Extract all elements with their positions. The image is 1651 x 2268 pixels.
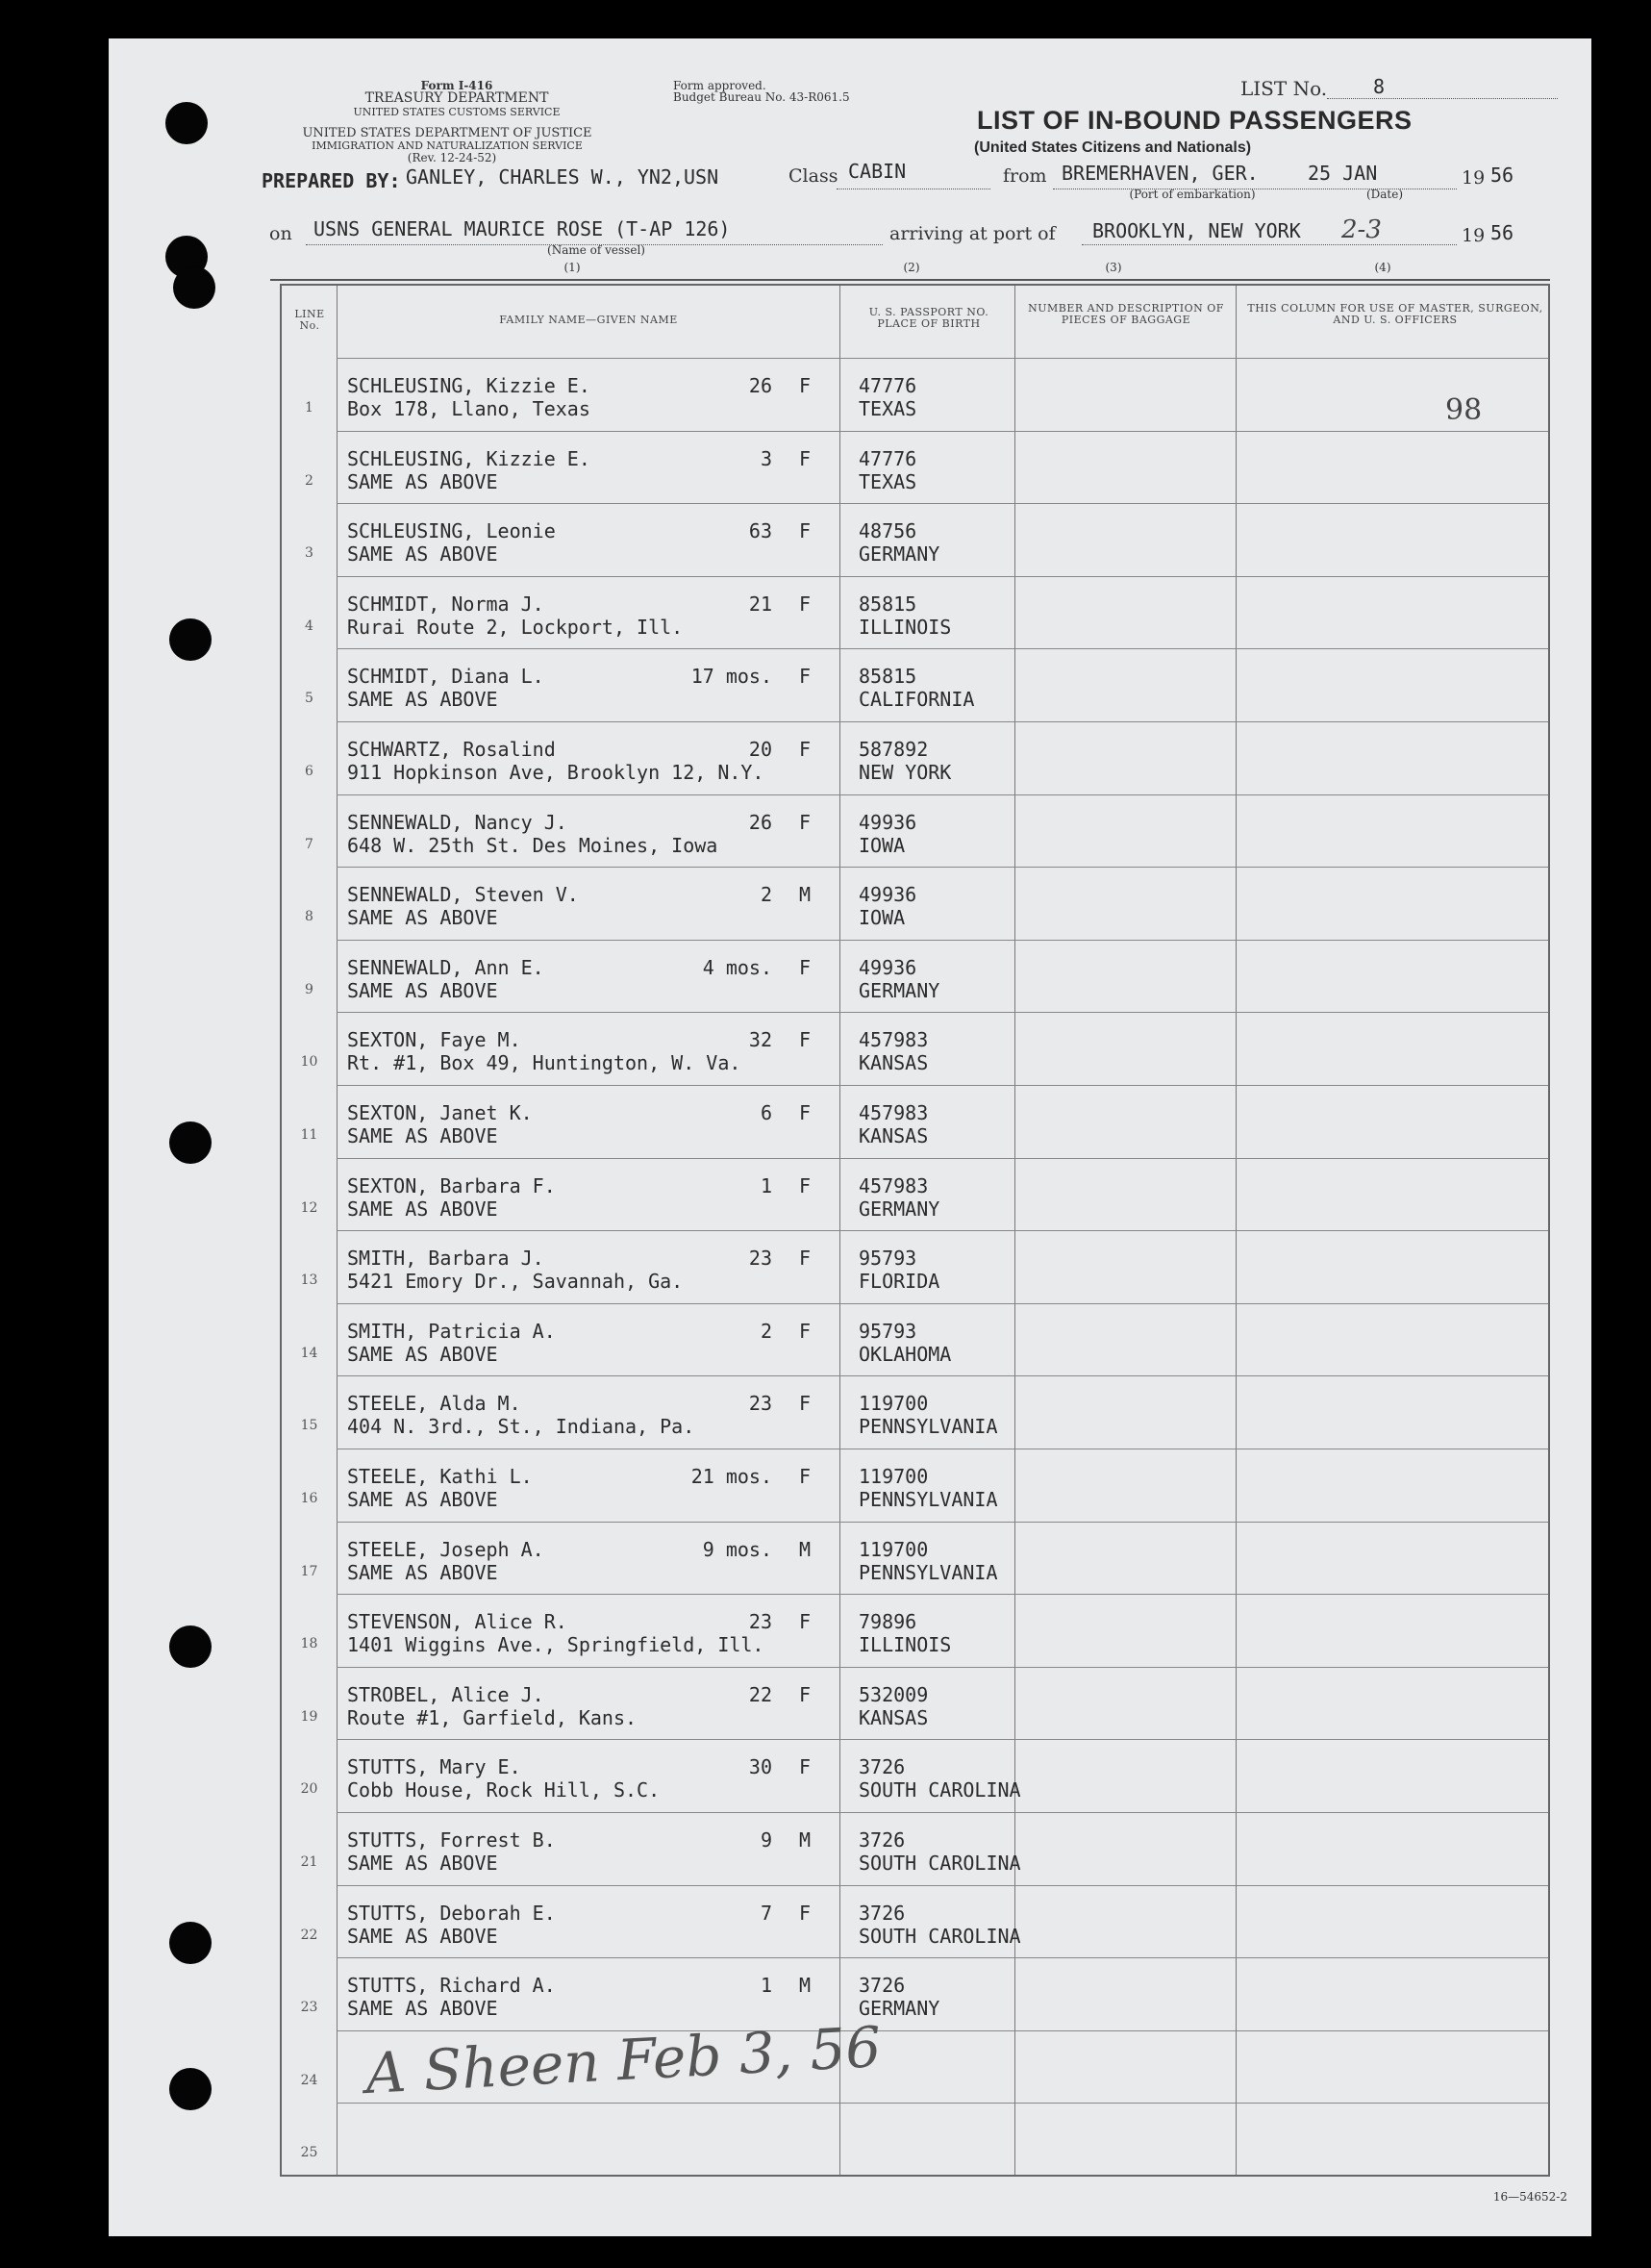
from-label: from — [1003, 165, 1047, 187]
column-number-1: (1) — [563, 261, 581, 274]
punch-hole — [169, 1625, 212, 1668]
punch-hole — [169, 1922, 212, 1964]
passport-number: 95793 — [859, 1319, 917, 1343]
passenger-age: 6 — [760, 1101, 772, 1124]
prepared-by-label: PREPARED BY: — [262, 169, 401, 192]
passport-number: 95793 — [859, 1247, 917, 1271]
line-number: 20 — [300, 1781, 318, 1798]
form-number: Form I-416 — [420, 79, 493, 92]
row-rule — [337, 1667, 1548, 1668]
row-rule — [337, 1812, 1548, 1813]
passenger-age: 1 — [760, 1173, 772, 1197]
passenger-address: SAME AS ABOVE — [347, 688, 498, 712]
place-of-birth: GERMANY — [859, 1997, 940, 2021]
row-rule — [337, 2030, 1548, 2031]
passenger-sex: F — [799, 1682, 812, 1706]
passenger-age: 23 — [748, 1610, 772, 1634]
passenger-age: 7 — [760, 1901, 772, 1925]
header-bottom-rule — [337, 358, 1548, 359]
passenger-sex: F — [799, 1901, 812, 1925]
place-of-birth: ILLINOIS — [859, 1633, 952, 1657]
line-number: 10 — [300, 1054, 318, 1071]
col-line-no: LINE No. — [294, 308, 325, 332]
passenger-age: 4 mos. — [702, 955, 772, 979]
line-number: 11 — [300, 1127, 318, 1143]
passenger-age: 21 mos. — [690, 1465, 772, 1488]
line-number: 15 — [300, 1418, 318, 1434]
from-year: 56 — [1490, 164, 1514, 187]
row-rule — [337, 1303, 1548, 1304]
place-of-birth: GERMANY — [859, 1197, 940, 1221]
header-rule — [270, 279, 1550, 281]
passenger-table — [280, 284, 1550, 2177]
row-rule — [337, 1230, 1548, 1231]
passenger-name: SCHLEUSING, Leonie — [347, 519, 556, 543]
passenger-age: 26 — [748, 810, 772, 834]
passenger-address: Rt. #1, Box 49, Huntington, W. Va. — [347, 1051, 741, 1075]
passenger-name: SMITH, Patricia A. — [347, 1319, 556, 1343]
passenger-name: SMITH, Barbara J. — [347, 1247, 544, 1271]
passenger-age: 22 — [748, 1682, 772, 1706]
column-number-4: (4) — [1374, 261, 1391, 274]
passenger-address: Cobb House, Rock Hill, S.C. — [347, 1778, 661, 1802]
place-of-birth: OKLAHOMA — [859, 1342, 952, 1366]
place-of-birth: TEXAS — [859, 469, 917, 493]
passenger-sex: M — [799, 1974, 812, 1998]
passenger-name: SCHLEUSING, Kizzie E. — [347, 374, 590, 397]
passenger-age: 1 — [760, 1974, 772, 1998]
passenger-age: 2 — [760, 1319, 772, 1343]
passport-number: 47776 — [859, 374, 917, 397]
row-rule — [337, 1739, 1548, 1740]
place-of-birth: ILLINOIS — [859, 615, 952, 639]
line-number: 19 — [300, 1708, 318, 1725]
passenger-address: SAME AS ABOVE — [347, 542, 498, 567]
line-number: 4 — [305, 617, 313, 634]
passenger-address: 404 N. 3rd., St., Indiana, Pa. — [347, 1415, 695, 1439]
row-rule — [337, 1594, 1548, 1595]
passenger-name: SEXTON, Janet K. — [347, 1101, 533, 1124]
passenger-address: 911 Hopkinson Ave, Brooklyn 12, N.Y. — [347, 761, 764, 784]
date-caption: (Date) — [1365, 188, 1404, 201]
passenger-name: SCHLEUSING, Kizzie E. — [347, 446, 590, 470]
passenger-sex: M — [799, 883, 812, 907]
place-of-birth: NEW YORK — [859, 761, 952, 784]
place-of-birth: PENNSYLVANIA — [859, 1488, 998, 1511]
passenger-address: 1401 Wiggins Ave., Springfield, Ill. — [347, 1633, 764, 1657]
passenger-sex: F — [799, 592, 812, 616]
from-year-prefix: 19 — [1462, 167, 1486, 189]
row-rule — [337, 1012, 1548, 1013]
place-of-birth: SOUTH CAROLINA — [859, 1924, 1021, 1948]
row-rule — [337, 576, 1548, 577]
row-rule — [337, 503, 1548, 504]
row-rule — [337, 1158, 1548, 1159]
passport-number: 85815 — [859, 592, 917, 616]
line-number: 14 — [300, 1345, 318, 1361]
passenger-name: STUTTS, Forrest B. — [347, 1828, 556, 1852]
punch-hole — [169, 1121, 212, 1164]
row-rule — [337, 1885, 1548, 1886]
passenger-sex: F — [799, 665, 812, 689]
passport-number: 79896 — [859, 1610, 917, 1634]
place-of-birth: KANSAS — [859, 1124, 929, 1147]
col-family-name: FAMILY NAME—GIVEN NAME — [499, 314, 678, 326]
passenger-sex: F — [799, 810, 812, 834]
passenger-age: 3 — [760, 446, 772, 470]
passenger-name: SEXTON, Barbara F. — [347, 1173, 556, 1197]
line-number: 6 — [305, 764, 313, 779]
col-passport: U. S. PASSPORT NO. PLACE OF BIRTH — [868, 306, 989, 330]
passenger-sex: F — [799, 955, 812, 979]
row-rule — [337, 431, 1548, 432]
passenger-address: Rurai Route 2, Lockport, Ill. — [347, 615, 684, 639]
passport-number: 3726 — [859, 1755, 906, 1779]
arrival-year-prefix: 19 — [1462, 225, 1486, 246]
budget-bureau: Budget Bureau No. 43-R061.5 — [673, 90, 850, 104]
passport-number: 3726 — [859, 1974, 906, 1998]
footer-code: 16—54652-2 — [1492, 2190, 1567, 2204]
passenger-address: Box 178, Llano, Texas — [347, 397, 590, 420]
place-of-birth: KANSAS — [859, 1705, 929, 1729]
punch-hole — [165, 102, 208, 144]
passenger-name: STUTTS, Mary E. — [347, 1755, 521, 1779]
list-no-value: 8 — [1373, 75, 1386, 98]
passenger-sex: F — [799, 1392, 812, 1416]
department-of-justice: UNITED STATES DEPARTMENT OF JUSTICE — [302, 126, 592, 140]
passenger-sex: F — [799, 738, 812, 761]
passport-number: 49936 — [859, 883, 917, 907]
punch-hole — [169, 2068, 212, 2110]
passenger-name: STEELE, Joseph A. — [347, 1537, 544, 1561]
line-number: 25 — [300, 2145, 318, 2161]
line-number: 16 — [300, 1491, 318, 1506]
passenger-age: 21 — [748, 592, 772, 616]
arrival-year: 56 — [1490, 221, 1514, 244]
passenger-sex: F — [799, 1028, 812, 1052]
passenger-address: SAME AS ABOVE — [347, 1197, 498, 1221]
on-label: on — [269, 223, 292, 244]
passenger-age: 26 — [748, 374, 772, 397]
line-number: 13 — [300, 1273, 318, 1289]
passport-number: 119700 — [859, 1392, 929, 1416]
col-baggage: NUMBER AND DESCRIPTION OF PIECES OF BAGGAGE — [1028, 302, 1224, 326]
passenger-address: 5421 Emory Dr., Savannah, Ga. — [347, 1270, 684, 1294]
passenger-age: 32 — [748, 1028, 772, 1052]
punch-hole — [169, 618, 212, 661]
passenger-age: 17 mos. — [690, 665, 772, 689]
passenger-name: SENNEWALD, Nancy J. — [347, 810, 567, 834]
passenger-sex: F — [799, 446, 812, 470]
passenger-sex: F — [799, 1755, 812, 1779]
passenger-address: SAME AS ABOVE — [347, 906, 498, 930]
passenger-address: SAME AS ABOVE — [347, 978, 498, 1002]
vessel-caption: (Name of vessel) — [547, 243, 645, 257]
passport-number: 587892 — [859, 738, 929, 761]
passenger-name: STROBEL, Alice J. — [347, 1682, 544, 1706]
passenger-name: STUTTS, Richard A. — [347, 1974, 556, 1998]
passenger-address: SAME AS ABOVE — [347, 1852, 498, 1875]
passport-number: 532009 — [859, 1682, 929, 1706]
customs-service: UNITED STATES CUSTOMS SERVICE — [353, 106, 561, 118]
list-subtitle: (United States Citizens and Nationals) — [974, 139, 1252, 156]
passenger-sex: F — [799, 1247, 812, 1271]
arrival-date: 2-3 — [1341, 215, 1382, 244]
passenger-age: 23 — [748, 1247, 772, 1271]
line-number: 9 — [305, 981, 313, 997]
passenger-age: 23 — [748, 1392, 772, 1416]
col-officers: THIS COLUMN FOR USE OF MASTER, SURGEON, AND U. S. OFFICERS — [1247, 302, 1543, 326]
row-rule — [337, 721, 1548, 722]
row-rule — [337, 648, 1548, 649]
passenger-name: SCHMIDT, Norma J. — [347, 592, 544, 616]
passenger-sex: F — [799, 1610, 812, 1634]
passenger-name: SCHWARTZ, Rosalind — [347, 738, 556, 761]
immigration-service: IMMIGRATION AND NATURALIZATION SERVICE — [312, 139, 583, 152]
passenger-name: SEXTON, Faye M. — [347, 1028, 521, 1052]
passenger-age: 63 — [748, 519, 772, 543]
passport-number: 49936 — [859, 810, 917, 834]
passenger-name: STUTTS, Deborah E. — [347, 1901, 556, 1925]
place-of-birth: PENNSYLVANIA — [859, 1560, 998, 1584]
row-rule — [337, 867, 1548, 868]
line-number: 22 — [300, 1927, 318, 1943]
place-of-birth: GERMANY — [859, 542, 940, 567]
passenger-name: SCHMIDT, Diana L. — [347, 665, 544, 689]
line-number: 17 — [300, 1563, 318, 1579]
passenger-name: SENNEWALD, Steven V. — [347, 883, 579, 907]
passenger-sex: F — [799, 1319, 812, 1343]
place-of-birth: PENNSYLVANIA — [859, 1415, 998, 1439]
line-number: 3 — [305, 545, 313, 562]
place-of-birth: SOUTH CAROLINA — [859, 1778, 1021, 1802]
passenger-address: SAME AS ABOVE — [347, 1924, 498, 1948]
passenger-address: Route #1, Garfield, Kans. — [347, 1705, 638, 1729]
place-of-birth: KANSAS — [859, 1051, 929, 1075]
passenger-age: 9 mos. — [702, 1537, 772, 1561]
line-number: 8 — [305, 909, 313, 925]
passenger-name: STEELE, Kathi L. — [347, 1465, 533, 1488]
passport-number: 457983 — [859, 1173, 929, 1197]
place-of-birth: FLORIDA — [859, 1270, 940, 1294]
place-of-birth: SOUTH CAROLINA — [859, 1852, 1021, 1875]
embarkation-port: BREMERHAVEN, GER. — [1062, 162, 1259, 185]
row-rule — [337, 1957, 1548, 1958]
arrival-port: BROOKLYN, NEW YORK — [1092, 219, 1301, 242]
line-number: 7 — [305, 836, 313, 852]
list-no-underline — [1327, 98, 1558, 99]
place-of-birth: IOWA — [859, 833, 906, 857]
form-revision: (Rev. 12-24-52) — [407, 151, 497, 164]
punch-hole — [173, 266, 215, 309]
passport-number: 119700 — [859, 1465, 929, 1488]
line-number: 5 — [305, 691, 313, 707]
passenger-address: SAME AS ABOVE — [347, 1488, 498, 1511]
row-rule — [337, 1522, 1548, 1523]
passenger-name: SENNEWALD, Ann E. — [347, 955, 544, 979]
passenger-sex: M — [799, 1828, 812, 1852]
row-rule — [337, 940, 1548, 941]
passenger-sex: M — [799, 1537, 812, 1561]
passenger-age: 20 — [748, 738, 772, 761]
passenger-address: SAME AS ABOVE — [347, 1997, 498, 2021]
line-number: 23 — [300, 2000, 318, 2016]
passenger-address: SAME AS ABOVE — [347, 1560, 498, 1584]
passenger-age: 2 — [760, 883, 772, 907]
passport-number: 85815 — [859, 665, 917, 689]
list-title: LIST OF IN-BOUND PASSENGERS — [977, 106, 1413, 135]
place-of-birth: IOWA — [859, 906, 906, 930]
line-number: 12 — [300, 1199, 318, 1216]
officer-mark: 98 — [1445, 393, 1483, 427]
inspector-signature: A Sheen Feb 3, 56 — [363, 2014, 883, 2106]
class-label: Class — [788, 165, 838, 187]
arrival-underline — [1082, 244, 1457, 245]
passenger-name: STEELE, Alda M. — [347, 1392, 521, 1416]
passport-number: 48756 — [859, 519, 917, 543]
place-of-birth: GERMANY — [859, 978, 940, 1002]
passenger-address: SAME AS ABOVE — [347, 1124, 498, 1147]
place-of-birth: TEXAS — [859, 397, 917, 420]
passport-number: 47776 — [859, 446, 917, 470]
passenger-age: 9 — [760, 1828, 772, 1852]
passport-number: 457983 — [859, 1101, 929, 1124]
passenger-sex: F — [799, 1101, 812, 1124]
passport-number: 119700 — [859, 1537, 929, 1561]
class-value: CABIN — [848, 160, 907, 183]
embarkation-date: 25 JAN — [1308, 162, 1378, 185]
list-no-label: LIST No. — [1240, 77, 1328, 100]
passport-number: 3726 — [859, 1828, 906, 1852]
line-number: 1 — [305, 400, 313, 416]
passenger-sex: F — [799, 519, 812, 543]
treasury-department: TREASURY DEPARTMENT — [364, 90, 549, 106]
column-number-3: (3) — [1105, 261, 1122, 274]
row-rule — [337, 2103, 1548, 2104]
passenger-address: 648 W. 25th St. Des Moines, Iowa — [347, 833, 718, 857]
line-number: 18 — [300, 1636, 318, 1652]
form-approved: Form approved. — [673, 79, 766, 92]
passenger-sex: F — [799, 1173, 812, 1197]
passenger-age: 30 — [748, 1755, 772, 1779]
port-caption: (Port of embarkation) — [1129, 188, 1256, 201]
row-rule — [337, 1085, 1548, 1086]
passenger-sex: F — [799, 374, 812, 397]
prepared-by-value: GANLEY, CHARLES W., YN2,USN — [406, 165, 719, 189]
line-number: 21 — [300, 1854, 318, 1870]
row-rule — [337, 1375, 1548, 1376]
column-number-2: (2) — [903, 261, 920, 274]
place-of-birth: CALIFORNIA — [859, 688, 975, 712]
line-number: 2 — [305, 472, 313, 489]
passenger-address: SAME AS ABOVE — [347, 469, 498, 493]
passenger-address: SAME AS ABOVE — [347, 1342, 498, 1366]
row-rule — [337, 794, 1548, 795]
passport-number: 3726 — [859, 1901, 906, 1925]
passport-number: 457983 — [859, 1028, 929, 1052]
passport-number: 49936 — [859, 955, 917, 979]
arriving-label: arriving at port of — [889, 223, 1056, 244]
line-number: 24 — [300, 2072, 318, 2088]
passenger-sex: F — [799, 1465, 812, 1488]
vessel-name: USNS GENERAL MAURICE ROSE (T-AP 126) — [313, 217, 731, 240]
passenger-name: STEVENSON, Alice R. — [347, 1610, 567, 1634]
